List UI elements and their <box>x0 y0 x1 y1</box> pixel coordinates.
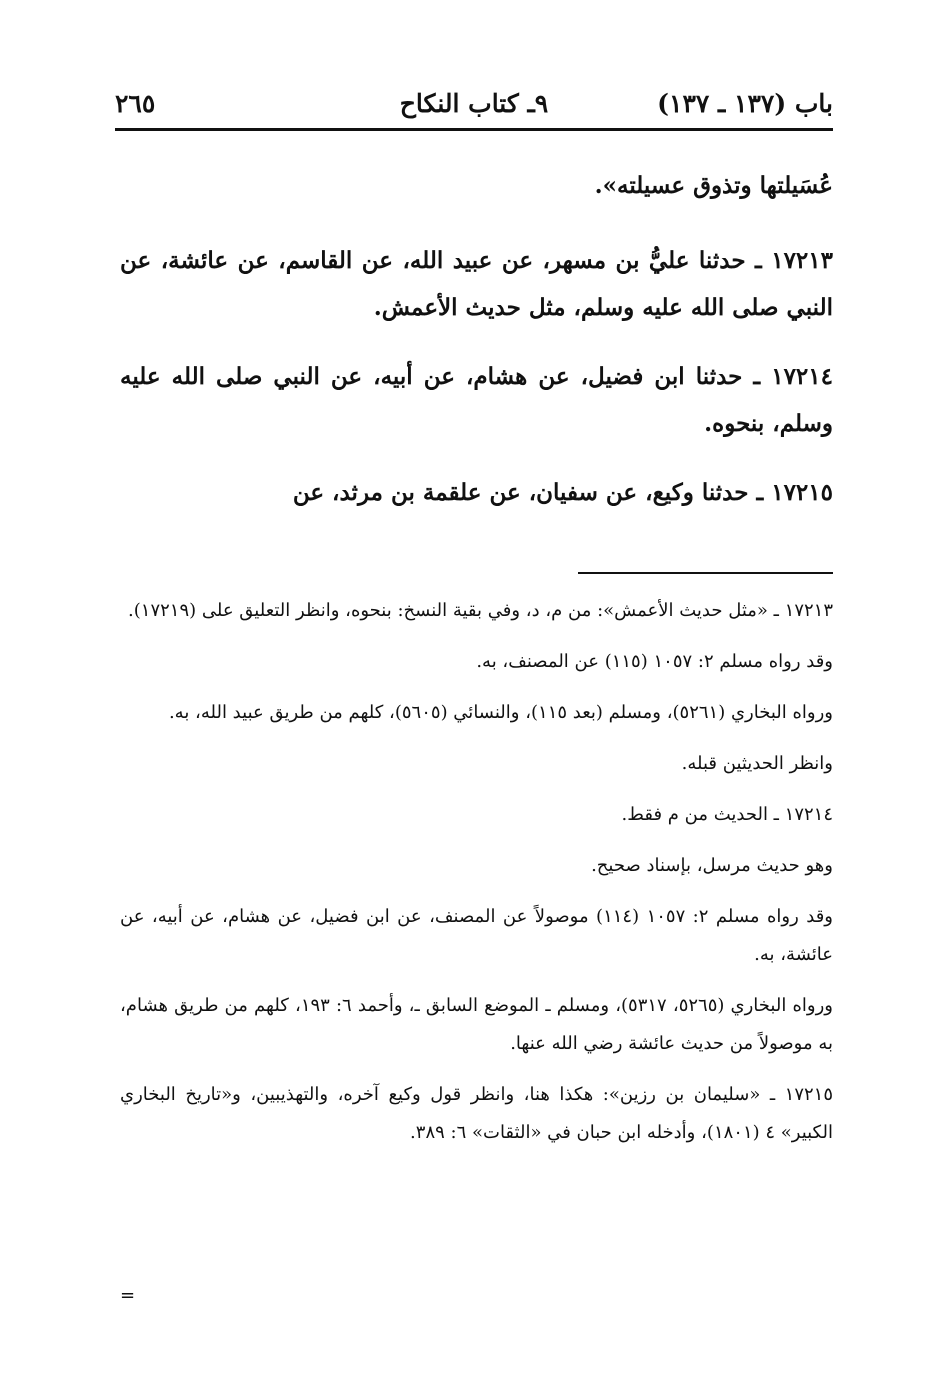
hadith-17214: ١٧٢١٤ ـ حدثنا ابن فضيل، عن هشام، عن أبيه، عن النبي صلى الله عليه وسلم، بنحوه. <box>120 363 833 437</box>
footnote: وقد رواه مسلم ٢: ١٠٥٧ (١١٤) موصولاً عن المصنف، عن ابن فضيل، عن هشام، عن أبيه، عن عائشة، به. <box>120 906 833 965</box>
page-header <box>115 84 833 124</box>
main-text <box>120 162 833 538</box>
book-title: ٩ـ كتاب النكاح <box>399 89 549 118</box>
page-number: ٢٦٥ <box>115 89 156 118</box>
footnote: ١٧٢١٥ ـ «سليمان بن رزين»: هكذا هنا، وانظر قول وكيع آخره، والتهذيبين، و«تاريخ البخاري الكبير» ٤ (١٨٠١)، وأدخله ابن حبان في «الثقات» ٦: ٣٨٩. <box>120 1084 833 1143</box>
footnotes <box>120 592 833 1165</box>
footnote: وقد رواه مسلم ٢: ١٠٥٧ (١١٥) عن المصنف، به. <box>476 651 833 672</box>
footnote: ١٧٢١٣ ـ «مثل حديث الأعمش»: من م، د، وفي بقية النسخ: بنحوه، وانظر التعليق على (١٧٢١٩). <box>128 600 833 621</box>
hadith-17213: ١٧٢١٣ ـ حدثنا عليُّ بن مسهر، عن عبيد الله، عن القاسم، عن عائشة، عن النبي صلى الله عليه وسلم، مثل حديث الأعمش. <box>120 247 833 321</box>
footnote: ورواه البخاري (٥٢٦٥، ٥٣١٧)، ومسلم ـ الموضع السابق ـ، وأحمد ٦: ١٩٣، كلهم من طريق هشام، به موصولاً من حديث عائشة رضي الله عنها. <box>120 995 833 1054</box>
header-rule <box>115 128 833 131</box>
hadith-17215: ١٧٢١٥ ـ حدثنا وكيع، عن سفيان، عن علقمة بن مرثد، عن <box>292 479 833 506</box>
footnote-separator <box>578 572 833 574</box>
footnote: وهو حديث مرسل، بإسناد صحيح. <box>591 855 833 876</box>
footnote: ١٧٢١٤ ـ الحديث من م فقط. <box>621 804 833 825</box>
continuation-mark: = <box>120 1285 136 1306</box>
footnote: وانظر الحديثين قبله. <box>681 753 833 774</box>
main-paragraph: عُسَيلتها وتذوق عسيلته». <box>594 172 833 199</box>
footnote: ورواه البخاري (٥٢٦١)، ومسلم (بعد ١١٥)، والنسائي (٥٦٠٥)، كلهم من طريق عبيد الله، به. <box>168 702 833 723</box>
chapter-range: باب (١٣٧ ـ ١٣٧) <box>657 89 833 118</box>
